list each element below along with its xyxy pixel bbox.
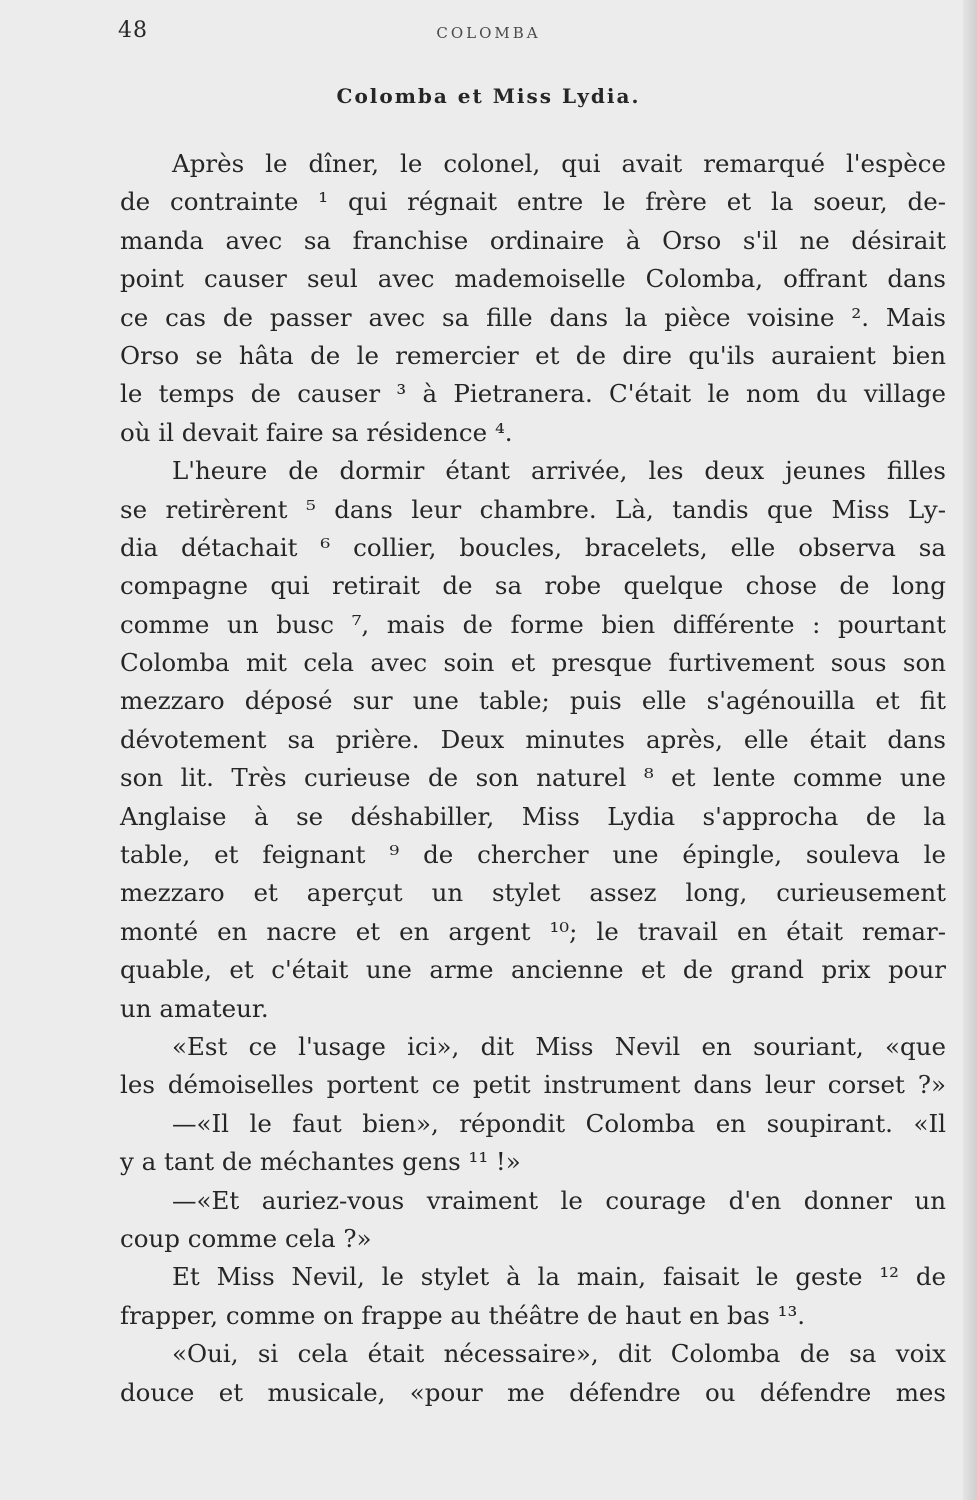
text-line: monté en nacre et en argent ¹⁰; le travail en était remar-	[120, 916, 946, 946]
text-line: «Oui, si cela était nécessaire», dit Colomba de sa voix	[172, 1339, 946, 1369]
text-line: «Est ce l'usage ici», dit Miss Nevil en souriant, «que	[172, 1031, 946, 1061]
page-number: 48	[118, 18, 148, 43]
text-line: Colomba mit cela avec soin et presque furtivement sous son	[120, 648, 946, 678]
text-line: dévotement sa prière. Deux minutes après, elle était dans	[120, 724, 946, 754]
text-line: mezzaro déposé sur une table; puis elle s'agénouilla et fit	[120, 686, 946, 716]
text-line: son lit. Très curieuse de son naturel ⁸ et lente comme une	[120, 763, 946, 793]
text-line: comme un busc ⁷, mais de forme bien différente : pourtant	[120, 609, 946, 639]
text-line: L'heure de dormir étant arrivée, les deux jeunes filles	[172, 456, 946, 486]
text-line: dia détachait ⁶ collier, boucles, bracelets, elle observa sa	[120, 532, 946, 562]
text-line: table, et feignant ⁹ de chercher une épingle, souleva le	[120, 840, 946, 870]
text-line: Anglaise à se déshabiller, Miss Lydia s'approcha de la	[120, 801, 946, 831]
text-line: se retirèrent ⁵ dans leur chambre. Là, tandis que Miss Ly-	[120, 494, 946, 524]
text-line: de contrainte ¹ qui régnait entre le frère et la soeur, de-	[120, 187, 946, 217]
text-line: douce et musicale, «pour me défendre ou défendre mes	[120, 1377, 946, 1407]
text-line: quable, et c'était une arme ancienne et de grand prix pour	[120, 955, 946, 985]
text-line: Après le dîner, le colonel, qui avait remarqué l'espèce	[172, 149, 946, 178]
text-line: Orso se hâta de le remercier et de dire qu'ils auraient bien	[120, 340, 946, 370]
text-line: le temps de causer ³ à Pietranera. C'était le nom du village	[120, 379, 946, 409]
text-line: ce cas de passer avec sa fille dans la pièce voisine ². Mais	[120, 302, 946, 332]
text-line: frapper, comme on frappe au théâtre de haut en bas ¹³.	[120, 1300, 806, 1330]
text-line: coup comme cela ?»	[120, 1223, 372, 1253]
text-line: un amateur.	[120, 993, 269, 1023]
text-line: où il devait faire sa résidence ⁴.	[120, 417, 513, 447]
chapter-title: Colomba et Miss Lydia.	[336, 84, 641, 108]
text-line: —«Et auriez-vous vraiment le courage d'en donner un	[172, 1185, 946, 1215]
text-line: les démoiselles portent ce petit instrument dans leur corset ?»	[120, 1070, 946, 1100]
text-line: Et Miss Nevil, le stylet à la main, faisait le geste ¹² de	[172, 1262, 946, 1292]
text-line: y a tant de méchantes gens ¹¹ !»	[120, 1147, 521, 1177]
text-line: compagne qui retirait de sa robe quelque chose de long	[120, 571, 946, 601]
text-line: mezzaro et aperçut un stylet assez long, curieusement	[120, 878, 946, 908]
text-line: —«Il le faut bien», répondit Colomba en soupirant. «Il	[172, 1108, 946, 1138]
body-text	[120, 145, 946, 1412]
text-line: manda avec sa franchise ordinaire à Orso s'il ne désirait	[120, 225, 946, 255]
text-line: point causer seul avec mademoiselle Colomba, offrant dans	[120, 264, 946, 294]
running-head: COLOMBA	[436, 24, 541, 42]
page-edge	[963, 0, 977, 1500]
